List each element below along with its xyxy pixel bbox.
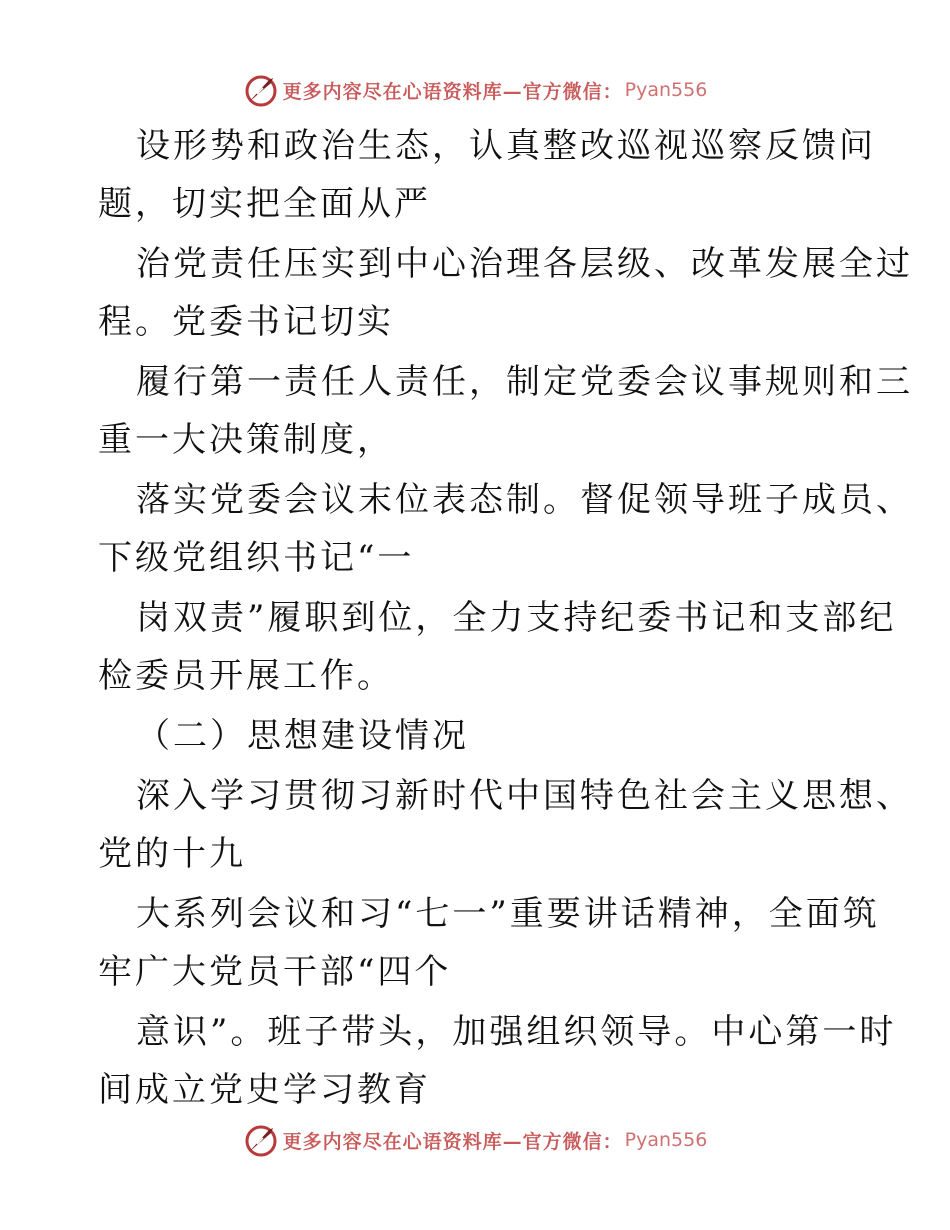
text-line: 检委员开展工作。: [98, 656, 394, 696]
section-heading: （二）思想建设情况: [136, 716, 469, 756]
watermark-account: Pyan556: [624, 79, 708, 101]
text-line: 下级党组织书记“一: [98, 538, 415, 578]
text-line: 岗双责”履职到位，全力支持纪委书记和支部纪: [136, 598, 897, 638]
header-watermark: [0, 70, 950, 110]
text-line: 程。党委书记切实: [98, 302, 394, 342]
watermark-text: 更多内容尽在心语资料库—官方微信：: [282, 1130, 623, 1153]
text-line: 题，切实把全面从严: [98, 184, 431, 224]
text-line: 意识”。班子带头，加强组织领导。中心第一时: [136, 1012, 897, 1052]
quill-logo-icon: [243, 72, 279, 108]
footer-watermark: [0, 1120, 950, 1160]
text-line: 间成立党史学习教育: [98, 1070, 431, 1110]
text-line: 深入学习贯彻习新时代中国特色社会主义思想、: [136, 776, 913, 816]
text-line: 大系列会议和习“七一”重要讲话精神，全面筑: [136, 894, 880, 934]
text-line: 设形势和政治生态，认真整改巡视巡察反馈问: [136, 126, 876, 166]
text-line: 党的十九: [98, 834, 246, 874]
text-line: 重一大决策制度，: [98, 420, 394, 460]
watermark-account: Pyan556: [624, 1129, 708, 1151]
quill-logo-icon: [243, 1122, 279, 1158]
text-line: 落实党委会议末位表态制。督促领导班子成员、: [136, 480, 913, 520]
text-line: 履行第一责任人责任，制定党委会议事规则和三: [136, 362, 913, 402]
text-line: 牢广大党员干部“四个: [98, 952, 452, 992]
watermark-text: 更多内容尽在心语资料库—官方微信：: [282, 80, 623, 103]
text-line: 治党责任压实到中心治理各层级、改革发展全过: [136, 244, 913, 284]
